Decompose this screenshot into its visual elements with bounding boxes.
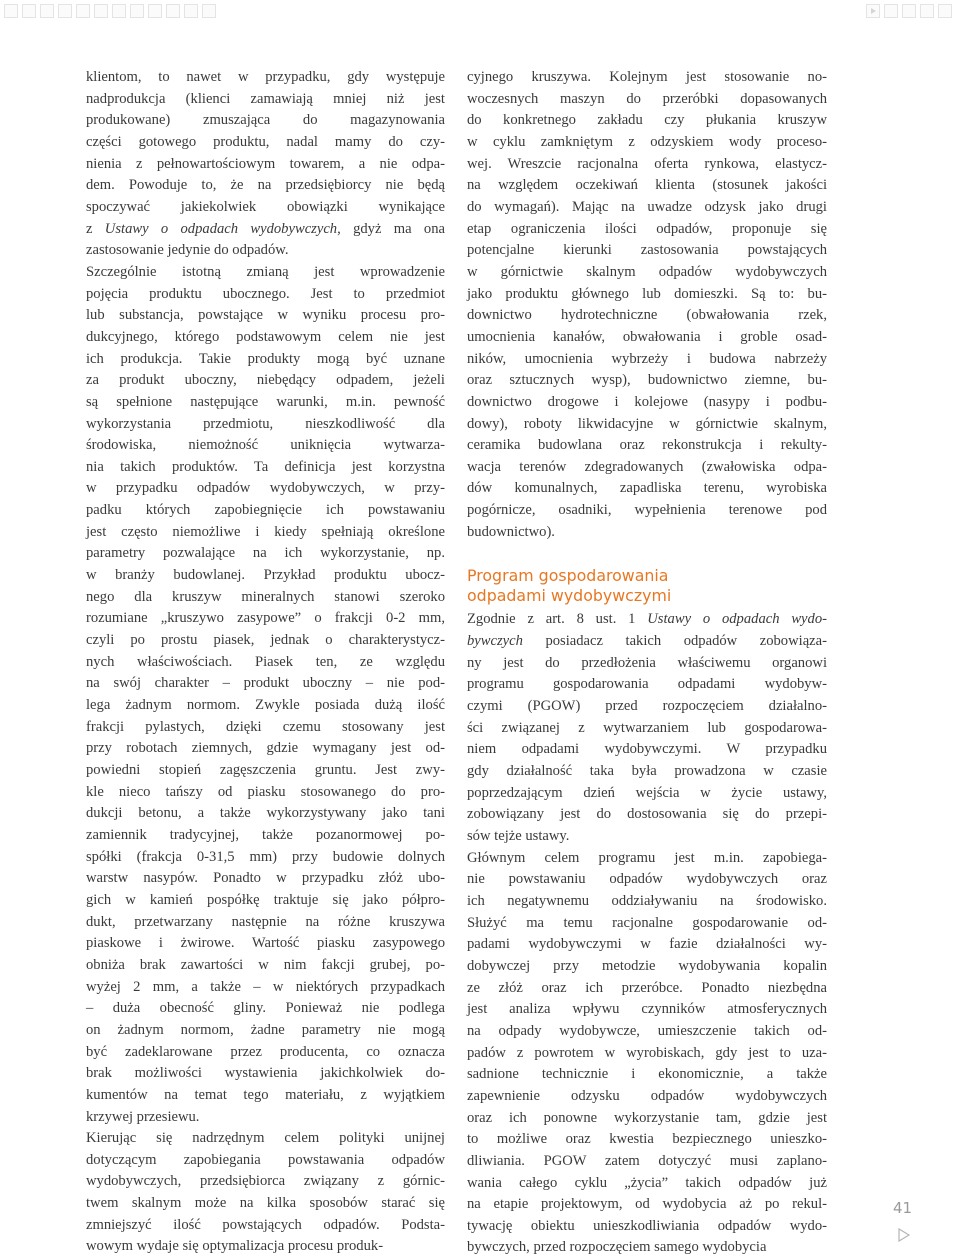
text-line: dem. Powoduje to, że na przedsiębiorcy nie będą (86, 177, 445, 194)
text-line: w branży budowlanej. Przykład produktu ubocz- (86, 567, 445, 584)
text-line: sów tejże ustawy. (467, 828, 570, 844)
text-line: oraz ich ponowne wykorzystanie tam, gdzie jest (467, 1109, 827, 1126)
italic-title: Ustawy o odpadach wydobywczych (104, 220, 338, 237)
text-line: padku których zapobiegnięcie ich powstawaniu (86, 502, 445, 519)
text-line: nia takich produktów. Ta definicja jest korzystna (86, 458, 445, 475)
text-line: dliwiania. PGOW zatem dotyczyć musi zaplano- (467, 1152, 827, 1169)
page-arrow-icon (897, 1228, 911, 1242)
right-column (467, 67, 827, 1259)
corner-square-icon (40, 4, 54, 18)
text-line: na odpady wydobywcze, umieszczenie takich od- (467, 1022, 827, 1039)
text-line: oraz sztucznych wysp), budownictwo ziemne, bu- (467, 372, 827, 389)
text-line: pojęcia produktu ubocznego. Jest to przedmiot (86, 285, 445, 302)
text-line: za produkt uboczny, niebędący odpadem, jeżeli (86, 372, 445, 389)
text-line: na względem oczekiwań klienta (stosunek jakości (467, 177, 827, 194)
text-line: zmniejszyć ilość powstających odpadów. Podsta- (86, 1216, 445, 1233)
text-line: brak możliwości wystawienia jakichkolwiek do- (86, 1065, 445, 1082)
text-line: rozumiane „kruszywo zasypowe” o frakcji 0-2 mm, (86, 610, 445, 627)
text-line: Szczególnie istotną zmianą jest wprowadzenie (86, 263, 445, 280)
text-line: czymi (PGOW) przed rozpoczęciem działalno- (467, 698, 827, 715)
section-heading (467, 566, 827, 606)
text-line: poprzedzającym dzień wejścia w życie ustawy, (467, 784, 827, 801)
text-line: Służyć ma temu racjonalne gospodarowanie od- (467, 914, 827, 931)
text-line: Głównym celem programu jest m.in. zapobiega- (467, 849, 827, 866)
corner-square-icon (58, 4, 72, 18)
text-line: lega żadnym normom. Zwykle posiada dużą ilość (86, 697, 445, 714)
text-line: produkowane) zmuszająca do magazynowania (86, 112, 445, 129)
text-line: dukt, przetwarzany następnie na różne kruszywa (86, 913, 445, 930)
text-line: do konkretnego zakładu czy płukania kruszyw (467, 112, 827, 129)
text-line: ników, umocnienia wybrzeży i budowa nabrzeży (467, 350, 827, 367)
text-line: na etapie projektowym, od wydobycia aż po rekul- (467, 1196, 827, 1213)
text-line: gich w kamień pospółkę traktuje się jako półpro- (86, 891, 445, 908)
page-number: 41 (893, 1199, 913, 1217)
text-line: zastosowanie jedynie do odpadów. (86, 242, 289, 259)
corner-square-icon (202, 4, 216, 18)
text-line: są spełnione następujące warunki, m.in. pewność (86, 393, 445, 410)
text-line: zapewnienie odzysku odpadów wydobywczych (467, 1087, 827, 1104)
text-line: jako produktu głównego lub domieszki. Są to: bu- (467, 285, 827, 302)
text-line: frakcji pylastych, dzięki czemu stosowany jest (86, 718, 445, 735)
text-line: części gotowego produktu, nadal mamy do czy- (86, 133, 445, 150)
text-line: nadprodukcja (klienci zamawiają mniej niż jest (86, 90, 445, 107)
text-line: padami wydobywczymi w fazie działalności wy- (467, 936, 827, 953)
text-line: w górnictwie skalnym odpadów wydobywczych (467, 263, 827, 280)
text-segment: , gdyż ma ona (337, 220, 445, 237)
text-line: sadnione technicznie i ekonomicznie, a także (467, 1066, 827, 1083)
text-line: przy robotach ziemnych, gdzie wymagany jest od- (86, 740, 445, 757)
corner-square-icon (884, 4, 898, 18)
text-line: niem odpadami wydobywczymi. W przypadku (467, 741, 827, 758)
text-line: ści związanej z wytwarzaniem lub gospodarowa- (467, 719, 827, 736)
text-line: spoczywać jakiekolwiek obowiązki wynikające (86, 198, 445, 215)
text-line: nie powstawaniu odpadów wydobywczych oraz (467, 871, 827, 888)
text-segment: z (86, 220, 105, 237)
corner-square-icon (22, 4, 36, 18)
text-line (86, 219, 445, 241)
text-line: padów z powrotem w wyrobiskach, gdy jest to uza- (467, 1044, 827, 1061)
text-line: cyjnego kruszywa. Kolejnym jest stosowanie no- (467, 69, 827, 85)
text-line: nienia z pełnowartościowym towarem, a nie odpa- (86, 155, 445, 172)
corner-square-icon (76, 4, 90, 18)
text-line: dotyczącym zapobiegania powstawania odpadów (86, 1151, 445, 1168)
corner-square-icon (866, 4, 880, 18)
right-column-bottom-text (467, 609, 827, 1259)
corner-square-icon (166, 4, 180, 18)
text-line: jest analiza wpływu czynników atmosferycznych (467, 1001, 827, 1018)
text-line: budownictwo). (467, 523, 555, 540)
text-line: krzywej przesiewu. (86, 1108, 200, 1125)
text-line: – duża obecność gliny. Ponieważ nie podlega (86, 1000, 445, 1017)
text-line: dobywczej przy metodzie wydobywania kopalin (467, 957, 827, 974)
text-line (467, 631, 827, 653)
section-heading-line: odpadami wydobywczymi (467, 586, 672, 606)
text-line: to możliwe oraz kwestia bezpiecznego unieszko- (467, 1131, 827, 1148)
text-line: bywczych, przed rozpoczęciem samego wydobycia (467, 1239, 767, 1256)
text-line: spółki (frakcja 0-31,5 mm) przy budowie dolnych (86, 848, 445, 865)
text-line: dukcyjnego, którego podstawowym celem nie jest (86, 328, 445, 345)
text-segment: Zgodnie z art. 8 ust. 1 (467, 611, 648, 628)
left-column (86, 67, 445, 1258)
text-line: wowym wydaje się optymalizacja procesu produk- (86, 1238, 384, 1255)
text-line: lub substancja, powstające w wyniku procesu pro- (86, 307, 445, 324)
italic-title: Ustawy o odpadach wydo- (647, 611, 827, 628)
right-column-top-text (467, 67, 827, 543)
text-line: woczesnych maszyn do przeróbki dopasowanych (467, 90, 827, 107)
corner-square-icon (148, 4, 162, 18)
text-line: tywację obiektu unieszkodliwiania odpadów wydo- (467, 1217, 827, 1234)
text-line: on żadnym normom, żadne parametry nie mogą (86, 1021, 445, 1038)
text-line: być zadeklarowane przez producenta, co oznacza (86, 1043, 445, 1060)
text-line: środowiska, niemożność uniknięcia wytwarza- (86, 437, 445, 454)
text-line: kumentów na temat tego materiału, z wyjątkiem (86, 1086, 445, 1103)
section-heading-line: Program gospodarowania (467, 566, 669, 586)
text-line: potencjalne kierunki zastosowania powstających (467, 242, 827, 259)
text-line: zobowiązany jest do dostosowania się do przepi- (467, 806, 827, 823)
text-line: zamiennik tradycyjnej, także pozanormowej po- (86, 826, 445, 843)
text-line: wacja terenów zdegradowanych (zwałowiska odpa- (467, 458, 827, 475)
text-line: dów komunalnych, zapadliska terenu, wyrobiska (467, 480, 827, 497)
corner-square-icon (938, 4, 952, 18)
italic-title: bywczych (467, 633, 523, 650)
text-line: czyli po prostu piasek, jednak o charakterystycz- (86, 632, 445, 649)
text-line: wania całego cyklu „życia” takich odpadów już (467, 1174, 827, 1191)
corner-square-icon (920, 4, 934, 18)
text-line: ich negatywnemu oddziaływaniu na środowisko. (467, 892, 827, 909)
text-line: gdy działalność taka była prowadzona w czasie (467, 763, 827, 780)
corner-square-icon (112, 4, 126, 18)
text-line: ny jest do przedłożenia właściwemu organowi (467, 654, 827, 671)
text-line: programu gospodarowania odpadami wydobyw- (467, 676, 827, 693)
text-segment: posiadacz takich odpadów zobowiąza- (522, 633, 827, 650)
text-line: do wymagań). Mając na uwadze odzysk jako drugi (467, 198, 827, 215)
text-line: kle nieco tańszy od piasku stosowanego do pro- (86, 783, 445, 800)
text-line: obniża brak zawartości w nim fakcji grubej, po- (86, 956, 445, 973)
corner-square-icon (94, 4, 108, 18)
text-line: dukcji betonu, a także wykorzystywany jako tani (86, 805, 445, 822)
text-line: w przypadku odpadów wydobywczych, w przy- (86, 480, 445, 497)
text-line: powiedni stopień zagęszczenia gruntu. Jest zwy- (86, 762, 445, 778)
text-line: piaskowe i żwirowe. Wartość piasku zasypowego (86, 935, 445, 952)
text-line: umocnienia kanałów, obwałowania i groble osad- (467, 328, 827, 345)
text-line: etap ograniczenia ilości odpadów, proponuje się (467, 220, 827, 237)
text-line: dowy), roboty likwidacyjne w górnictwie skalnym, (467, 415, 827, 432)
text-line: Kierując się nadrzędnym celem polityki unijnej (86, 1130, 445, 1147)
text-line (467, 609, 827, 631)
text-line: nych właściwościach. Piasek ten, ze względu (86, 653, 445, 670)
text-line: warstw nasypów. Ponadto w przypadku złóż ubo- (86, 870, 445, 887)
text-line: ceramika budowlana oraz rekonstrukcja i rekulty- (467, 437, 827, 454)
text-line: wyżej 2 mm, a także – w niektórych przypadkach (86, 978, 445, 995)
corner-square-icon (184, 4, 198, 18)
text-line: twem skalnym może na kilka sposobów starać się (86, 1195, 445, 1212)
text-line: jest często niemożliwe i kiedy spełniają określone (86, 523, 445, 540)
corner-square-icon (130, 4, 144, 18)
text-line: wej. Wreszcie racjonalna oferta rynkowa, elastycz- (467, 155, 827, 172)
text-line: wykorzystania przedmiotu, nieszkodliwość dla (86, 415, 445, 432)
corner-square-icon (902, 4, 916, 18)
text-line: w cyklu zamkniętym z odzyskiem wody proceso- (467, 133, 827, 150)
text-line: ze złóż oraz ich przeróbce. Ponadto niezbędna (467, 979, 827, 996)
text-line: parametry pozwalające na ich wykorzystanie, np. (86, 545, 445, 562)
text-line: nego dla kruszyw mineralnych stanowi szeroko (86, 588, 445, 605)
text-line: na swój charakter – produkt uboczny – nie pod- (86, 675, 445, 692)
text-line: ich produkcja. Takie produkty mogą być uznane (86, 350, 445, 367)
text-line: klientom, to nawet w przypadku, gdy występuje (86, 69, 445, 85)
text-line: wydobywczych, przedsiębiorca związany z górnic- (86, 1173, 445, 1190)
text-line: downictwo drogowe i kolejowe (nasypy i podbu- (467, 393, 827, 410)
corner-square-icon (4, 4, 18, 18)
text-line: pogórnicze, osadniki, wypełnienia terenowe pod (467, 502, 827, 519)
text-line: downictwo hydrotechniczne (obwałowania rzek, (467, 307, 827, 324)
